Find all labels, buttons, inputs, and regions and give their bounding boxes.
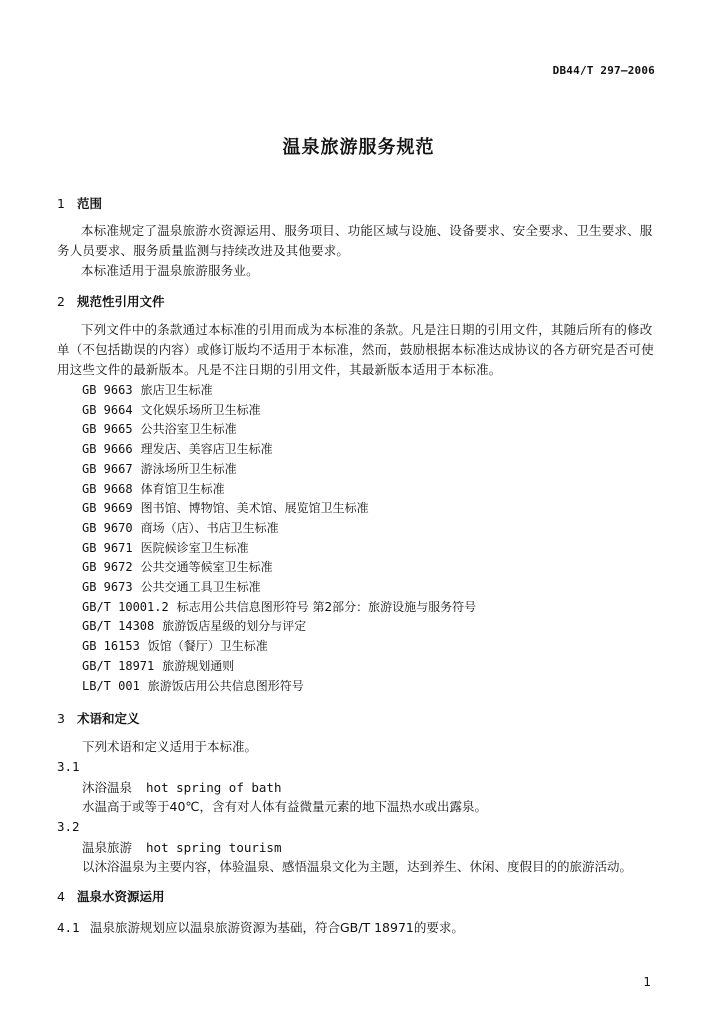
term-number: 3.1: [57, 759, 80, 774]
reference-title: 旅游饭店星级的划分与评定: [162, 619, 307, 634]
section-4-heading: [57, 887, 165, 905]
reference-item: [82, 480, 225, 497]
reference-code: GB/T 14308: [82, 619, 155, 634]
section-title: 规范性引用文件: [77, 294, 165, 309]
reference-code: GB 16153: [82, 639, 140, 654]
reference-code: GB 9670: [82, 520, 133, 535]
reference-title: 旅游饭店用公共信息图形符号: [147, 678, 304, 693]
reference-item: [82, 617, 306, 634]
section-number: 2: [57, 294, 65, 309]
reference-item: [82, 539, 249, 556]
reference-title: 理发店、美容店卫生标准: [140, 442, 273, 457]
reference-title: 游泳场所卫生标准: [140, 461, 237, 476]
section-title: 温泉水资源运用: [77, 889, 165, 904]
reference-code: GB 9673: [82, 580, 133, 594]
clause-text: 温泉旅游规划应以温泉旅游资源为基础，符合GB/T 18971的要求。: [90, 920, 464, 935]
reference-title: 医院候诊室卫生标准: [140, 540, 249, 555]
term-number: 3.2: [57, 819, 80, 834]
term-entry: [82, 778, 281, 796]
document-number: DB44/T 297—2006: [552, 64, 655, 77]
reference-title: 商场（店）、书店卫生标准: [140, 520, 279, 535]
reference-title: 旅店卫生标准: [140, 383, 213, 397]
reference-item: [82, 519, 279, 536]
reference-code: GB 9668: [82, 481, 133, 496]
reference-title: 图书馆、博物馆、美术馆、展览馆卫生标准: [140, 501, 369, 516]
reference-item: [82, 637, 268, 654]
reference-code: GB 9666: [82, 442, 133, 457]
reference-item: [82, 558, 273, 575]
section-3-paragraph-1: 下列术语和定义适用于本标准。: [82, 739, 258, 754]
reference-title: 饭馆（餐厅）卫生标准: [147, 639, 268, 654]
reference-item: [82, 598, 476, 615]
reference-code: GB 9663: [82, 383, 133, 397]
reference-title: 标志用公共信息图形符号 第2部分：旅游设施与服务符号: [176, 599, 477, 614]
reference-code: GB 9667: [82, 461, 133, 476]
reference-code: LB/T 001: [82, 678, 140, 693]
section-1-paragraph-2: 本标准适用于温泉旅游服务业。: [81, 263, 259, 278]
reference-code: GB 9669: [82, 501, 133, 516]
reference-title: 体育馆卫生标准: [140, 481, 225, 496]
section-number: 4: [57, 889, 65, 904]
reference-code: GB 9672: [82, 560, 133, 575]
term-english: hot spring tourism: [146, 840, 282, 855]
section-1-heading: [57, 194, 102, 212]
reference-code: GB 9665: [82, 422, 133, 437]
reference-code: GB/T 10001.2: [82, 599, 169, 614]
reference-item: [82, 440, 273, 457]
section-2-heading: [57, 292, 165, 310]
reference-code: GB/T 18971: [82, 658, 155, 673]
reference-item: [82, 499, 369, 516]
reference-title: 公共交通等候室卫生标准: [140, 560, 273, 575]
page-title: 温泉旅游服务规范: [282, 137, 435, 158]
clause-number: 4.1: [57, 920, 80, 935]
section-3-heading: [57, 709, 140, 727]
reference-item: [82, 381, 213, 398]
term-definition: 以沐浴温泉为主要内容，体验温泉、感悟温泉文化为主题，达到养生、休闲、度假目的的旅游活动。: [82, 859, 633, 874]
section-title: 术语和定义: [77, 711, 140, 726]
page-number: 1: [643, 975, 651, 989]
section-number: 1: [57, 196, 65, 211]
section-title: 范围: [77, 196, 103, 211]
term-chinese: 温泉旅游: [82, 840, 133, 855]
reference-item: [82, 677, 304, 694]
reference-item: [82, 401, 261, 418]
section-number: 3: [57, 711, 65, 726]
reference-code: GB 9671: [82, 540, 133, 555]
section-1-paragraph-1: 本标准规定了温泉旅游水资源运用、服务项目、功能区域与设施、设备要求、安全要求、卫生要求、服务人员要求、服务质量监测与持续改进及其他要求。: [57, 223, 653, 258]
reference-code: GB 9664: [82, 402, 133, 417]
term-definition: 水温高于或等于40℃，含有对人体有益微量元素的地下温热水或出露泉。: [82, 799, 487, 814]
reference-title: 旅游规划通则: [162, 658, 235, 673]
reference-title: 公共交通工具卫生标准: [140, 580, 261, 594]
term-entry: [82, 838, 281, 856]
clause-item: [57, 918, 464, 936]
reference-title: 文化娱乐场所卫生标准: [140, 402, 261, 417]
reference-item: [82, 420, 237, 437]
reference-item: [82, 657, 234, 674]
reference-item: [82, 578, 261, 595]
term-chinese: 沐浴温泉: [82, 780, 133, 795]
term-english: hot spring of bath: [146, 780, 282, 795]
reference-title: 公共浴室卫生标准: [140, 422, 237, 437]
reference-item: [82, 460, 237, 477]
section-2-paragraph-1: 下列文件中的条款通过本标准的引用而成为本标准的条款。凡是注日期的引用文件，其随后所有的修改单（不包括勘误的内容）或修订版均不适用于本标准，然而，鼓励根据本标准达成协议的各方研究是否可使用这些文件的最新版本。凡是不注日期的引用文件，其最新版本适用于本标准。: [57, 322, 654, 377]
